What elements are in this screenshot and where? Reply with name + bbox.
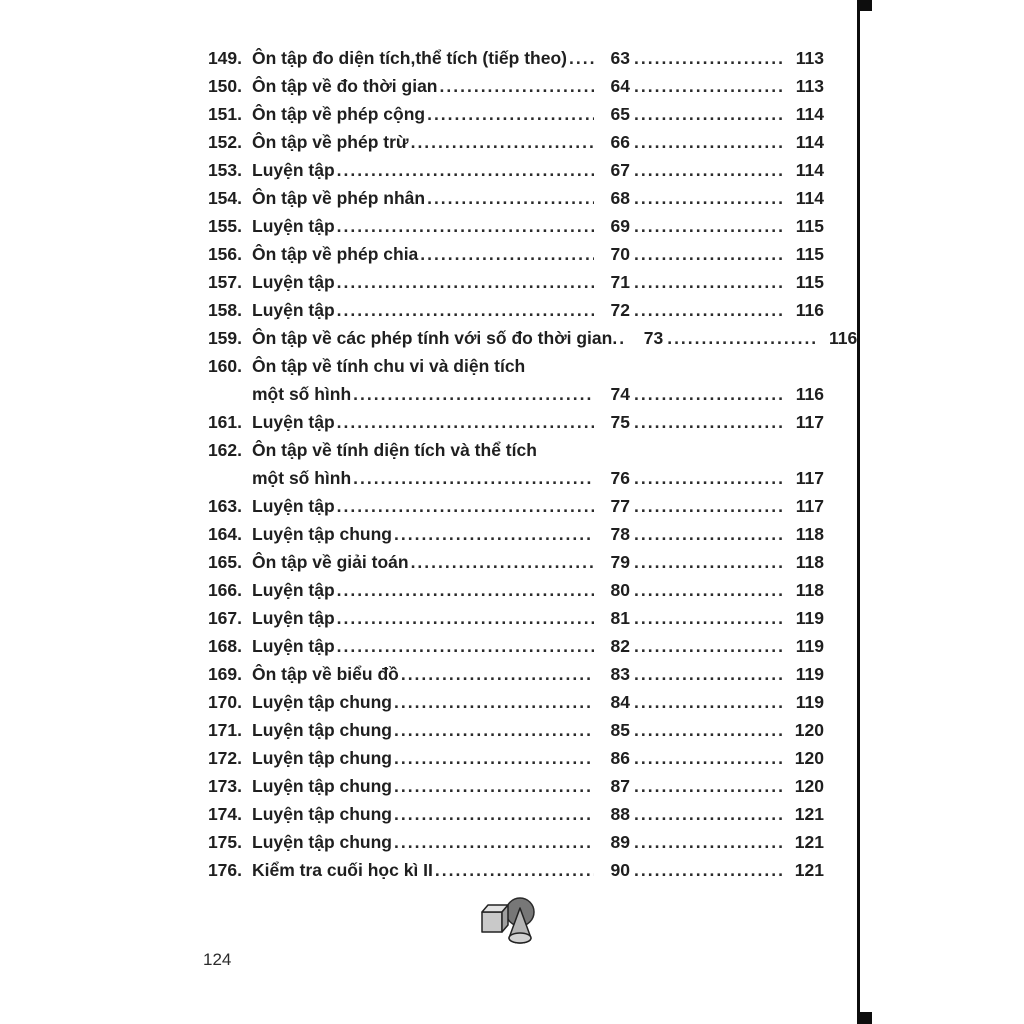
toc-entry [198,604,824,632]
toc-page-number-1: 90 [610,860,630,880]
dot-leader [394,772,594,800]
dot-leader [634,828,784,856]
toc-entry-number: 176. [207,860,242,880]
dot-leader [667,324,817,352]
dot-leader [619,324,627,352]
toc-page-number-2: 113 [795,76,824,96]
toc-entry [198,688,824,716]
toc-entry-title: Luyện tập chung [252,692,392,712]
dot-leader [634,520,784,548]
dot-leader [337,576,594,604]
dot-leader [634,380,784,408]
footer-page-number: 124 [203,950,232,969]
toc-entry-title: Ôn tập về giải toán [252,552,409,572]
dot-leader [634,212,784,240]
toc-entry [198,744,824,772]
toc-entry-number: 163. [207,496,242,516]
dot-leader [634,604,784,632]
toc-page-number-1: 77 [610,496,630,516]
toc-list [198,44,858,884]
toc-entry-title: Ôn tập về tính diện tích và thể tích [252,440,537,460]
dot-leader [435,856,594,884]
dot-leader [394,828,594,856]
toc-entry [198,800,824,828]
dot-leader [634,716,784,744]
toc-entry-number: 168. [207,636,242,656]
toc-entry [198,856,824,884]
toc-entry [198,324,858,352]
toc-page-number-1: 78 [610,524,630,544]
dot-leader [634,100,784,128]
dot-leader [427,184,594,212]
dot-leader [634,688,784,716]
toc-entry [198,72,824,100]
toc-page-number-2: 119 [795,692,824,712]
toc-entry-title: Luyện tập [252,496,335,516]
toc-page-number-2: 116 [828,328,858,348]
dot-leader [634,660,784,688]
dot-leader [337,212,594,240]
toc-entry-number: 159. [207,328,242,348]
geometric-shapes-icon [476,896,540,946]
toc-entry [198,520,824,548]
dot-leader [634,632,784,660]
toc-entry-number: 158. [207,300,242,320]
toc-entry [198,632,824,660]
toc-entry-number: 157. [207,272,242,292]
toc-entry [198,716,824,744]
dot-leader [337,604,594,632]
toc-page-number-2: 119 [795,664,824,684]
dot-leader [337,268,594,296]
toc-entry-title: Luyện tập chung [252,832,392,852]
toc-entry-title: Luyện tập chung [252,804,392,824]
toc-page-number-1: 82 [610,636,630,656]
toc-entry-title: Ôn tập về tính chu vi và diện tích [252,356,526,376]
toc-entry [198,772,824,800]
toc-entry [198,408,824,436]
toc-entry-title: Ôn tập về biểu đồ [252,664,399,684]
toc-entry-title: Luyện tập chung [252,720,392,740]
toc-entry-title: Luyện tập [252,412,335,432]
toc-page-number-2: 121 [794,804,824,824]
toc-entry [198,212,824,240]
toc-page-number-1: 66 [610,132,630,152]
toc-page-number-2: 121 [794,860,824,880]
dot-leader [634,856,784,884]
dot-leader [394,716,594,744]
toc-entry-number: 149. [207,48,242,68]
dot-leader [411,548,594,576]
toc-entry-number: 161. [207,412,242,432]
toc-entry-number: 160. [207,356,242,376]
toc-page-number-2: 119 [795,608,824,628]
toc-page-number-1: 64 [610,76,630,96]
toc-entry-number: 166. [207,580,242,600]
toc-entry-number: 151. [207,104,242,124]
toc-entry-title: Ôn tập đo diện tích,thể tích (tiếp theo) [252,48,567,68]
toc-entry-number: 173. [207,776,242,796]
toc-page-number-2: 118 [795,580,824,600]
toc-page-number-2: 114 [795,188,824,208]
toc-entry-number: 174. [207,804,242,824]
dot-leader [440,72,594,100]
dot-leader [634,268,784,296]
toc-page-number-1: 80 [610,580,630,600]
toc-entry [198,184,824,212]
toc-page-number-1: 79 [610,552,630,572]
dot-leader [634,184,784,212]
dot-leader [634,548,784,576]
toc-page-number-1: 85 [610,720,630,740]
toc-entry-number: 152. [207,132,242,152]
toc-page-number-1: 72 [610,300,630,320]
toc-page-number-2: 119 [795,636,824,656]
toc-entry-number: 156. [207,244,242,264]
toc-entry [198,128,824,156]
dot-leader [353,380,594,408]
dot-leader [401,660,594,688]
toc-page-number-1: 69 [610,216,630,236]
toc-page-number-1: 65 [610,104,630,124]
toc-entry [198,296,824,324]
dot-leader [337,296,594,324]
toc-entry [198,100,824,128]
toc-entry-title: Luyện tập [252,608,335,628]
page-edge-notch-bottom [857,1012,872,1024]
toc-entry-number: 172. [207,748,242,768]
toc-page-number-2: 115 [795,272,824,292]
toc-entry [198,156,824,184]
toc-entry [198,576,824,604]
toc-entry-continuation [198,380,824,408]
dot-leader [394,744,594,772]
toc-entry-title: Ôn tập về phép chia [252,244,419,264]
toc-entry-number: 171. [207,720,242,740]
dot-leader [634,492,784,520]
dot-leader [337,156,594,184]
dot-leader [337,492,594,520]
toc-entry-number: 153. [207,160,242,180]
dot-leader [634,744,784,772]
toc-entry-title: Ôn tập về phép cộng [252,104,426,124]
toc-page-number-1: 83 [610,664,630,684]
toc-entry-number: 175. [207,832,242,852]
toc-entry-continuation [198,464,824,492]
toc-entry-number: 165. [207,552,242,572]
dot-leader [394,800,594,828]
toc-page-number-1: 87 [610,776,630,796]
toc-page-number-1: 76 [610,468,630,488]
toc-entry-number: 170. [207,692,242,712]
toc-page-number-1: 67 [610,160,630,180]
toc-page-number-1: 81 [610,608,630,628]
dot-leader [634,464,784,492]
dot-leader [634,240,784,268]
toc-entry [198,660,824,688]
dot-leader [569,44,594,72]
toc-entry-title: Luyện tập [252,216,335,236]
toc-entry-title: Luyện tập chung [252,748,392,768]
toc-entry-number: 169. [207,664,242,684]
toc-entry-title: Luyện tập [252,272,335,292]
toc-page-number-1: 63 [610,48,630,68]
toc-entry [198,492,824,520]
dot-leader [394,520,594,548]
toc-entry [198,44,824,72]
dot-leader [634,156,784,184]
toc-page-number-2: 113 [795,48,824,68]
toc-page-number-1: 88 [610,804,630,824]
toc-entry [198,548,824,576]
toc-page-number-2: 117 [795,496,824,516]
dot-leader [634,44,784,72]
dot-leader [353,464,594,492]
dot-leader [634,128,784,156]
toc-page-number-2: 114 [795,104,824,124]
toc-entry-title: Luyện tập chung [252,524,392,544]
dot-leader [337,632,594,660]
toc-page-number-1: 84 [610,692,630,712]
dot-leader [634,800,784,828]
toc-page-number-1: 86 [610,748,630,768]
dot-leader [394,688,594,716]
toc-page-number-2: 120 [794,748,824,768]
toc-entry-number: 167. [207,608,242,628]
dot-leader [411,128,594,156]
toc-entry [198,828,824,856]
toc-entry-number: 162. [207,440,242,460]
toc-page-number-1: 73 [643,328,664,348]
toc-entry-title: Luyện tập [252,160,335,180]
dot-leader [634,296,784,324]
toc-entry-title: Kiểm tra cuối học kì II [252,860,433,880]
toc-entry-number: 154. [207,188,242,208]
toc-page-number-1: 71 [610,272,630,292]
toc-page-number-2: 117 [795,468,824,488]
page-edge-notch-top [857,0,872,11]
toc-entry-title: Luyện tập [252,636,335,656]
toc-page-number-2: 115 [795,216,824,236]
toc-entry-title: Luyện tập [252,580,335,600]
dot-leader [634,408,784,436]
toc-page-number-2: 114 [795,160,824,180]
toc-entry-number: 150. [207,76,242,96]
toc-page-number-2: 114 [795,132,824,152]
toc-page-number-1: 68 [610,188,630,208]
dot-leader [427,100,594,128]
toc-entry-number: 164. [207,524,242,544]
toc-entry-number: 155. [207,216,242,236]
dot-leader [634,576,784,604]
dot-leader [420,240,594,268]
toc-entry-title-continuation: một số hình [252,384,352,404]
toc-page-number-1: 70 [610,244,630,264]
toc-page-number-2: 118 [795,524,824,544]
toc-page-number-2: 115 [795,244,824,264]
toc-entry-title: Ôn tập về đo thời gian [252,76,438,96]
toc-page-number-2: 118 [795,552,824,572]
toc-entry-title: Luyện tập [252,300,335,320]
toc-page-number-2: 121 [794,832,824,852]
toc-page-number-1: 74 [610,384,630,404]
dot-leader [634,772,784,800]
toc-page-number-1: 75 [610,412,630,432]
toc-entry [198,352,824,380]
page-edge-line [857,0,860,1024]
toc-entry [198,436,824,464]
toc-entry-title: Ôn tập về phép trừ [252,132,409,152]
toc-page-number-2: 120 [794,720,824,740]
toc-page-number-2: 116 [795,384,824,404]
toc-page-number-2: 117 [795,412,824,432]
toc-entry-title-continuation: một số hình [252,468,352,488]
toc-entry-title: Luyện tập chung [252,776,392,796]
toc-entry [198,268,824,296]
toc-page-number-2: 120 [794,776,824,796]
toc-page-number-1: 89 [610,832,630,852]
toc-page-number-2: 116 [795,300,824,320]
toc-entry-title: Ôn tập về các phép tính với số đo thời gian. [252,328,618,348]
dot-leader [337,408,594,436]
toc-entry [198,240,824,268]
dot-leader [634,72,784,100]
toc-entry-title: Ôn tập về phép nhân [252,188,426,208]
